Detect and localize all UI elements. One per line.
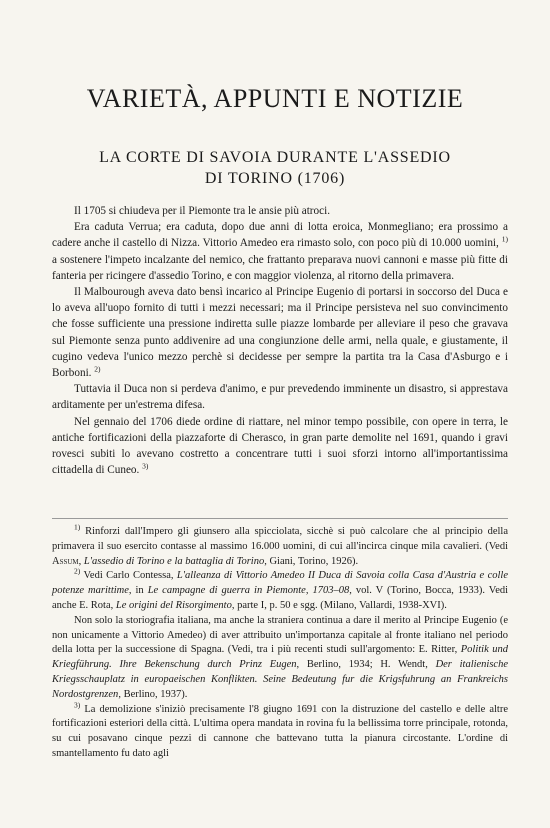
paragraph-5: Nel gennaio del 1706 diede ordine di riattare, nel minor tempo possibile, con opere in terra, le antiche fortificazioni della piazzaforte di Cherasco, in gran parte demolite nel 1691, quando i gravi rovesci subiti lo avevano costretto a concentrare tutti i suoi sforzi intorno all'importantissima cittadella di Cuneo. $^{3)}$ (52, 415, 508, 477)
footnote-3: $^{3)}$ La demolizione s'iniziò precisamente l'8 giugno 1691 con la distruzione del castello e delle altre fortificazioni esteriori della città. L'ultima opera mandata in rovina fu la bellissima torre principale, rotonda, su cui posavano cinque pezzi di cannone che battevano tutta la pianura circostante. L'ordine di smantellamento fu dato agli (52, 700, 508, 759)
paragraph-3: Il Malbourough aveva dato bensì incarico al Principe Eugenio di portarsi in soccorso del Duca e lo aveva all'uopo fornito di tutti i mezzi necessari; ma il Principe persisteva nel suo convincimento che fosse sufficiente una pressione indiretta sulle piazze lombarde per alleviare il peso che gravava sul Piemonte senza punto addivenire ad una congiunzione delle armi, nella quale, e giustamente, il cugino vedeva l'unico mezzo perchè si decidesse per sempre la partita tra la Casa d'Asburgo e i Borboni. $^{2)}$ (52, 286, 508, 380)
footnote-2: $^{2)}$ Vedi Carlo Contessa, L'alleanza di Vittorio Amedeo II Duca di Savoia colla Casa d'Austria e colle potenze marittime, in Le campagne di guerra in Piemonte, 1703–08, vol. V (Torino, Bocca, 1933). Vedi anche E. Rota, Le origini del Risorgimento, parte I, p. 50 e sgg. (Milano, Vallardi, 1938-XVI). (52, 566, 509, 611)
paragraph-1: Il 1705 si chiudeva per il Piemonte tra le ansie più atroci. (74, 205, 330, 217)
section-title: VARIETÀ, APPUNTI E NOTIZIE (86, 84, 464, 113)
article-body (52, 203, 508, 478)
footnote-ref-2[interactable]: 2) (94, 364, 101, 374)
article-title-line-2: DI TORINO (1706) (204, 170, 346, 187)
paragraph-4: Tuttavia il Duca non si perdeva d'animo, e pur prevedendo imminente un disastro, si apprestava arditamente per un'estrema difesa. (52, 383, 508, 412)
footnote-divider (52, 518, 508, 519)
footnote-2-continued: Non solo la storiografia italiana, ma anche la straniera continua a dare il merito al Principe Eugenio (e non unicamente a Vittorio Amedeo) di aver attribuito un'importanza capitale al fronte italiano nel periodo della lotta per la successione di Spagna. (Vedi, tra i più recenti studi sull'argomento: E. Ritter, Politik und Kriegführung. Ihre Bekenschung durch Prinz Eugen, Berlino, 1934; H. Wendt, Der italienische Kriegsschauplatz in europaeischen Konflikten. Seine Bedeutung fur die Krigsfuhrung an Frankreichs Nordostgrenzen, Berlino, 1937). (52, 614, 509, 700)
article-title (0, 147, 550, 189)
footnotes (52, 522, 509, 762)
footnote-ref-3[interactable]: 3) (142, 461, 149, 471)
paragraph-2: Era caduta Verrua; era caduta, dopo due anni di lotta eroica, Monmegliano; era prossimo a cadere anche il castello di Nizza. Vittorio Amedeo era rimasto solo, con poco più di 10.000 uomini, $^{1)}$ a sostenere l'impeto incalzante del nemico, che frattanto preparava nuovi cannoni e masse più fitte di fanteria per ricingere d'assedio Torino, e con maggior violenza, al ritorno della primavera. (52, 221, 508, 282)
article-title-line-1: LA CORTE DI SAVOIA DURANTE L'ASSEDIO (99, 149, 451, 166)
footnote-ref-1[interactable]: 1) (501, 234, 508, 244)
footnote-1: $^{1)}$ Rinforzi dall'Impero gli giunsero alla spicciolata, sicchè si può calcolare che al principio della primavera il suo esercito contasse al massimo 16.000 uomini, di cui all'incirca cinque mila cavalieri. (Vedi Assum, L'assedio di Torino e la battaglia di Torino, Giani, Torino, 1926). (52, 522, 508, 567)
